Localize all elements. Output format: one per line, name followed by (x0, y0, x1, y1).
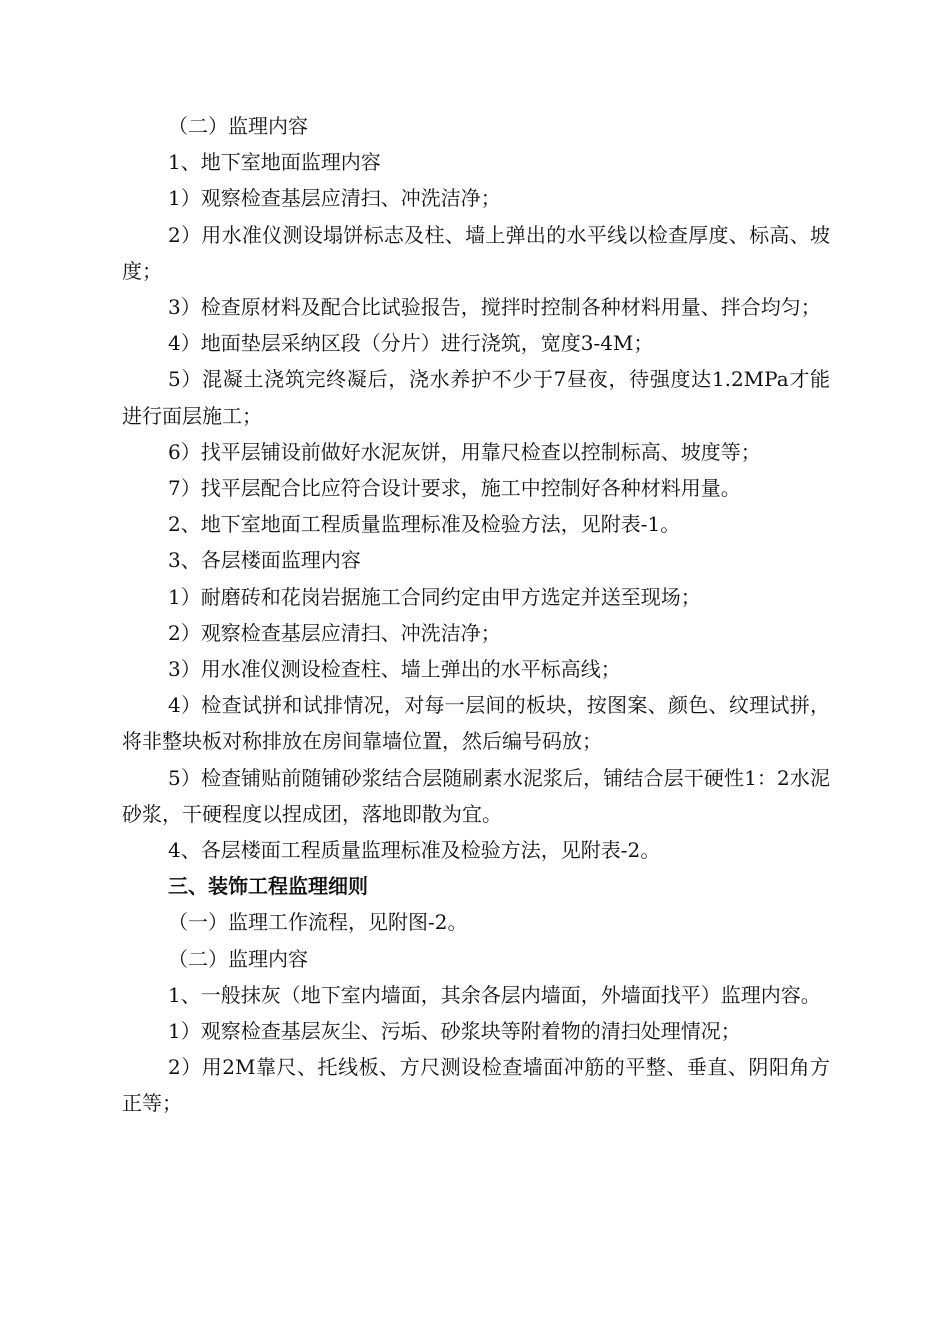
list-item: 3）用水准仪测设检查柱、墙上弹出的水平标高线； (168, 657, 621, 682)
list-item: 4）检查试拼和试排情况，对每一层间的板块，按图案、颜色、纹理试拼，将非整块板对称排放在房间靠墙位置，然后编号码放； (122, 693, 830, 754)
item-floor-quality-standard: 4、各层楼面工程质量监理标准及检验方法，见附表-2。 (168, 838, 661, 863)
list-item: 2）用水准仪测设塌饼标志及柱、墙上弹出的水平线以检查厚度、标高、坡度； (122, 222, 830, 283)
subheading-workflow: （一）监理工作流程，见附图-2。 (168, 910, 468, 935)
list-item: 4）地面垫层采纳区段（分片）进行浇筑，宽度3-4M； (168, 331, 654, 356)
item-basement-quality-standard: 2、地下室地面工程质量监理标准及检验方法，见附表-1。 (168, 512, 681, 537)
item-basement-floor: 1、地下室地面监理内容 (168, 150, 381, 175)
list-item: 1）观察检查基层灰尘、污垢、砂浆块等附着物的清扫处理情况； (168, 1019, 741, 1044)
item-plastering: 1、一般抹灰（地下室内墙面，其余各层内墙面，外墙面找平）监理内容。 (168, 982, 821, 1007)
subheading-supervision-content: （二）监理内容 (168, 114, 308, 138)
document-body (122, 108, 830, 1122)
list-item: 3）检查原材料及配合比试验报告，搅拌时控制各种材料用量、拌合均匀； (168, 295, 821, 320)
list-item: 5）混凝土浇筑完终凝后，浇水养护不少于7昼夜，待强度达1.2MPa才能进行面层施工； (122, 367, 830, 428)
list-item: 7）找平层配合比应符合设计要求，施工中控制好各种材料用量。 (168, 476, 741, 501)
list-item: 2）观察检查基层应清扫、冲洗洁净； (168, 620, 501, 645)
list-item: 1）耐磨砖和花岗岩据施工合同约定由甲方选定并送至现场； (168, 584, 701, 609)
list-item: 2）用2M靠尺、托线板、方尺测设检查墙面冲筋的平整、垂直、阴阳角方正等； (122, 1055, 830, 1116)
subheading-supervision-content: （二）监理内容 (168, 946, 308, 971)
item-floor-supervision: 3、各层楼面监理内容 (168, 548, 361, 573)
list-item: 1）观察检查基层应清扫、冲洗洁净； (168, 186, 501, 211)
list-item: 5）检查铺贴前随铺砂浆结合层随刷素水泥浆后，铺结合层干硬性1：2水泥砂浆，干硬程度以捏成团，落地即散为宜。 (122, 765, 830, 826)
section-heading-decoration: 三、装饰工程监理细则 (168, 874, 368, 899)
list-item: 6）找平层铺设前做好水泥灰饼，用靠尺检查以控制标高、坡度等； (168, 439, 761, 464)
